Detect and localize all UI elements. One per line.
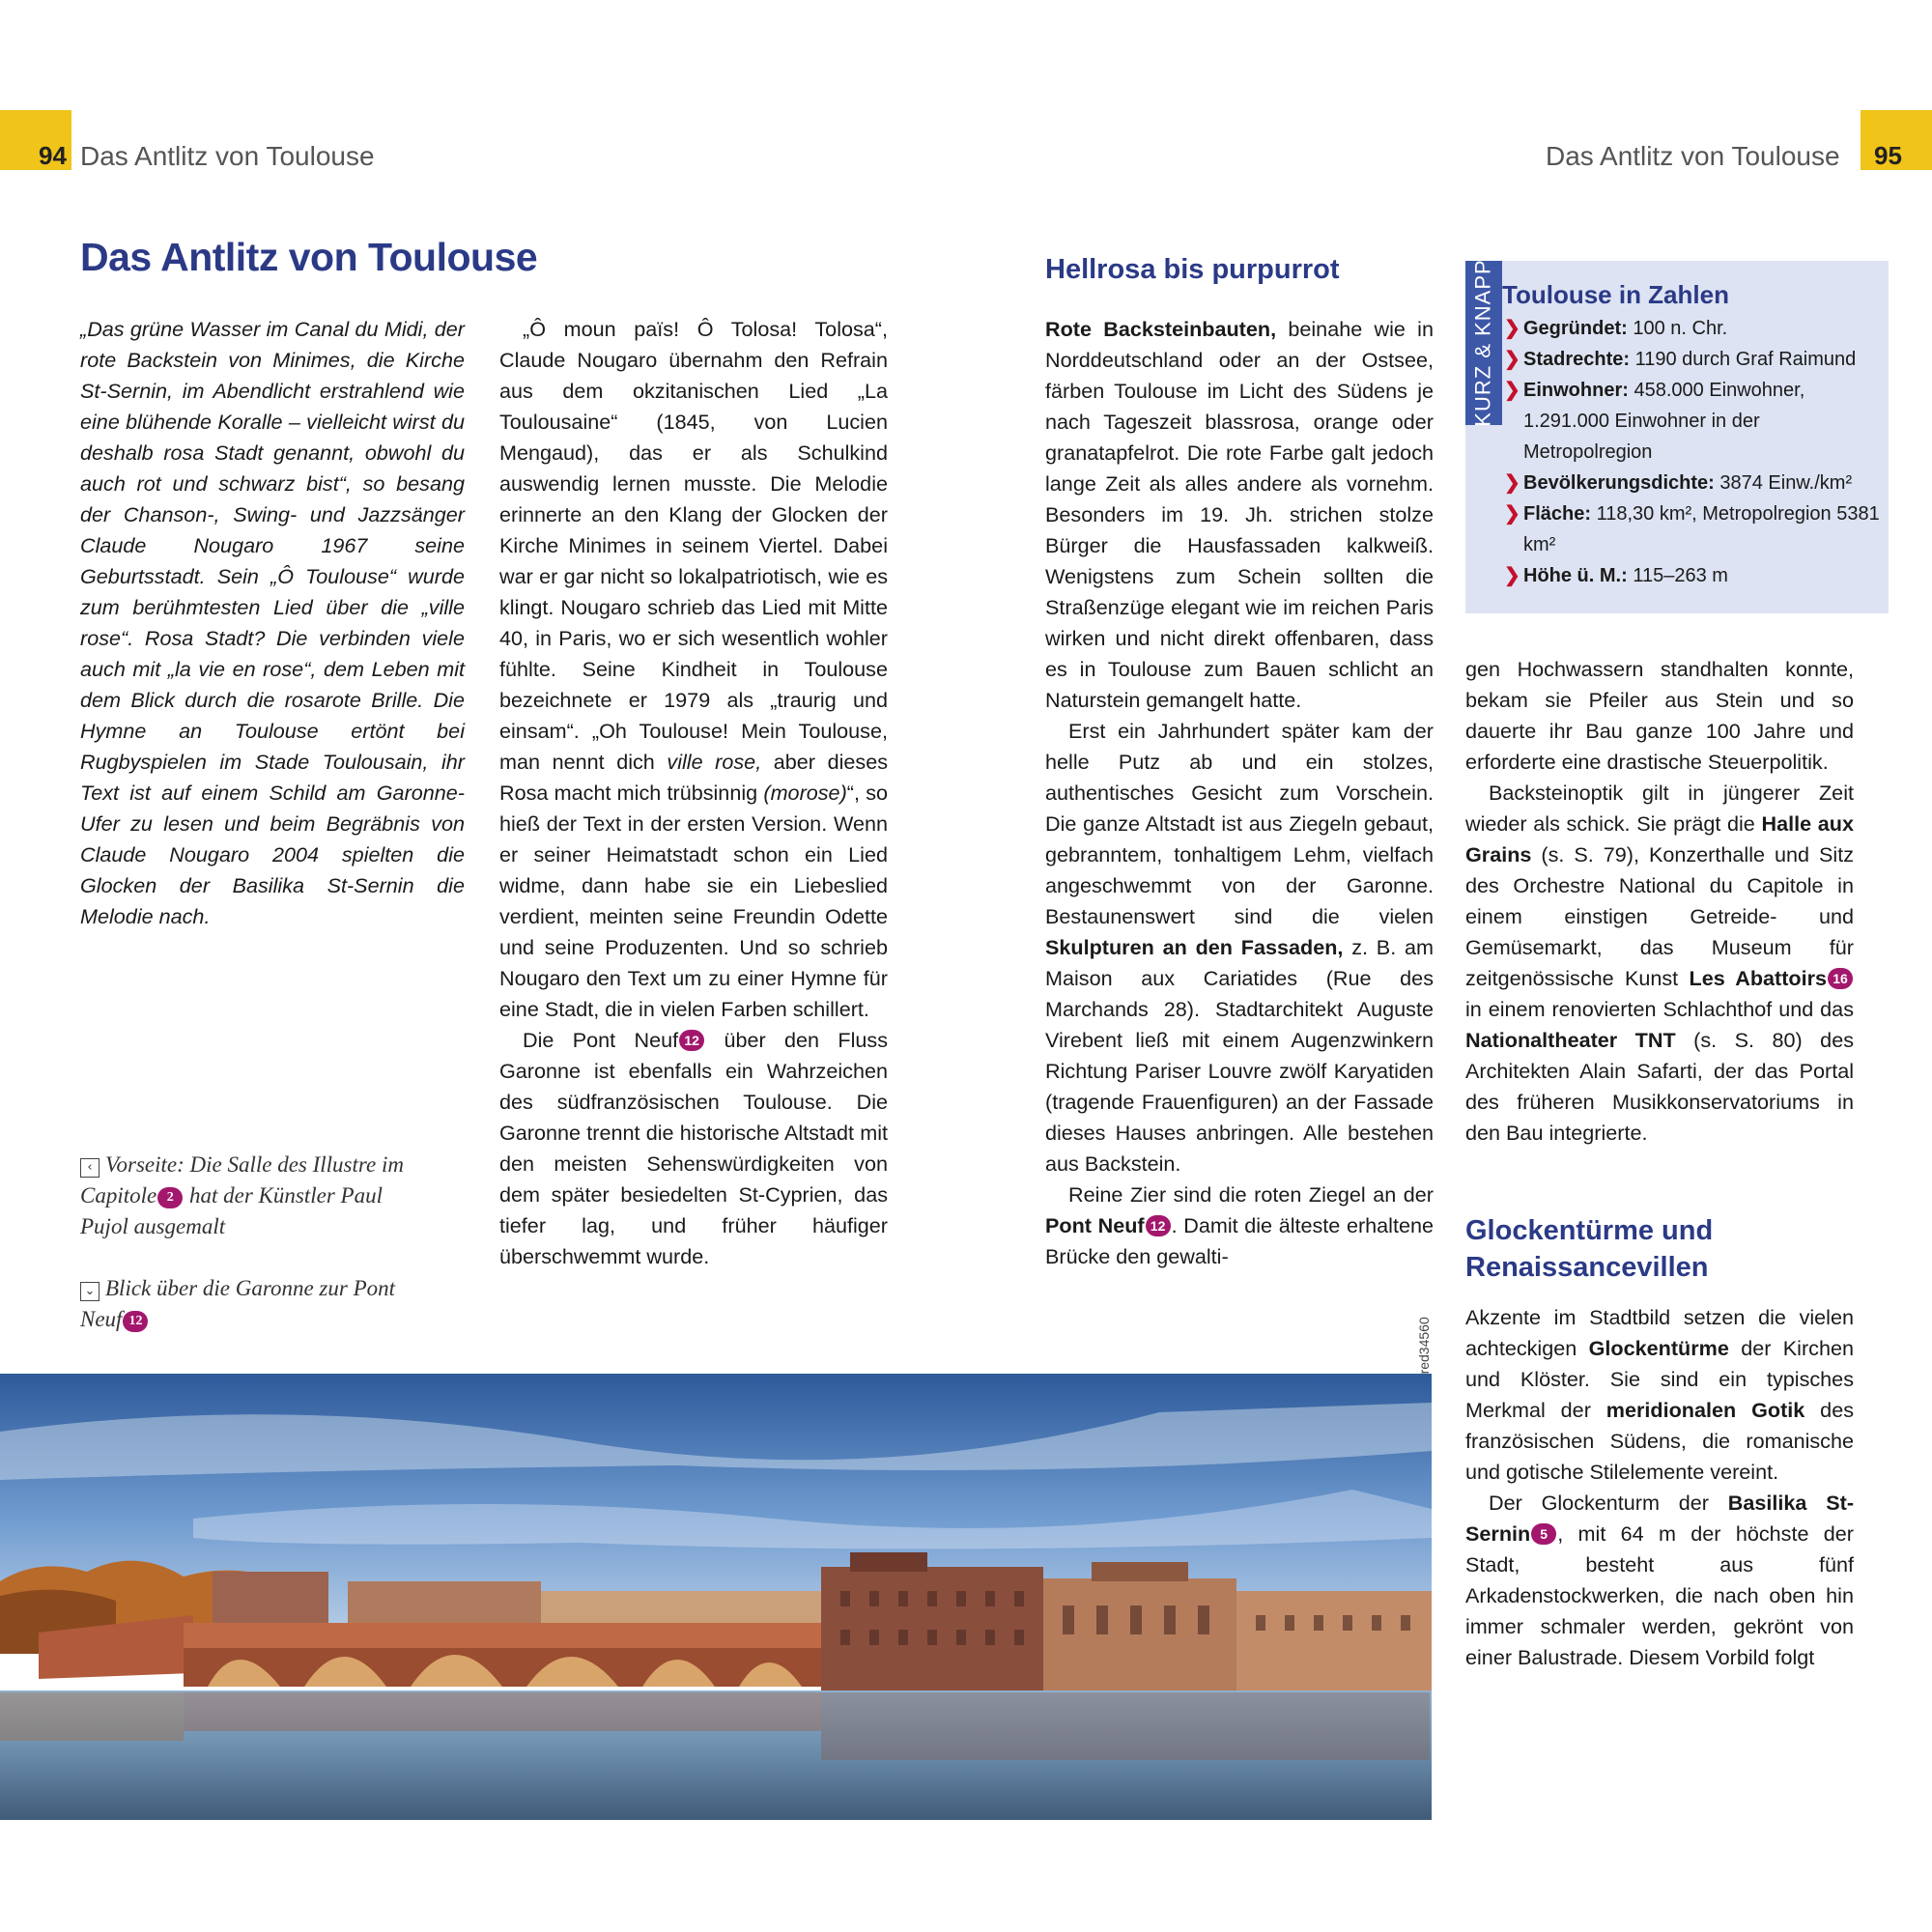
poi-badge: 12 — [679, 1030, 704, 1051]
hotel-dieu-roof — [850, 1552, 927, 1572]
text: Reine Zier sind die roten Ziegel an der — [1068, 1182, 1434, 1207]
bridge-reflection — [184, 1692, 821, 1731]
text: , mit 64 m der höchste der Stadt, besteht aus fünf Arkadenstockwerken, die nach oben hin immer schmaler werden, gekrönt von einer Balustrade. Diesem Vorbild folgt — [1465, 1521, 1854, 1669]
text-italic: ville rose, — [667, 750, 762, 774]
poi-badge: 5 — [1531, 1523, 1556, 1545]
fact-label: Fläche: — [1523, 503, 1592, 525]
fact-value: 100 n. Chr. — [1627, 318, 1728, 339]
right-running-title: Das Antlitz von Toulouse — [1546, 141, 1840, 171]
text: Die Pont Neuf — [523, 1028, 679, 1052]
col4-paragraph-4 — [1465, 1488, 1854, 1673]
column-4-top — [1465, 654, 1854, 1149]
right-page-number: 95 — [1874, 141, 1902, 170]
heading-glockentuerme: Glockentürme und Renaissancevillen — [1465, 1215, 1714, 1283]
left-page-number: 94 — [39, 141, 67, 170]
fact-label: Bevölkerungsdichte: — [1523, 472, 1715, 494]
col4-paragraph-2 — [1465, 778, 1854, 1149]
fact-box — [1465, 261, 1889, 613]
fact-box-tab-label: KURZ & KNAPP — [1471, 259, 1495, 427]
text-bold: Nationaltheater TNT — [1465, 1028, 1676, 1052]
text: in einem renovierten Schlachthof und das — [1465, 997, 1854, 1021]
text: “, so hieß der Text in der ersten Version. Wenn er seiner Heimatstadt schon ein Lied widme, dann habe sie ein Liebeslied verdient, meinten seine Freundin Odette und seine Produzenten. Und so schrieb Nougaro den Text um zu einer Hymne für eine Stadt, die in vielen Farben schillert. — [499, 781, 888, 1021]
text-bold: Skulpturen an den Fassaden, — [1045, 935, 1344, 959]
text: Backsteinoptik gilt in jüngerer Zeit wieder als schick. Sie prägt die — [1465, 781, 1854, 836]
poi-badge: 16 — [1828, 968, 1853, 989]
text: Erst ein Jahrhundert später kam der helle Putz ab und ein stolzes, authentisches Gesicht zum Vorschein. Die ganze Altstadt ist aus Ziegeln gebaut, gebranntem, tonhaltigem Lehm, vielfach angeschwemmt von der Garonne. Bestaunenswert sind die vielen — [1045, 719, 1434, 928]
trees-reflection — [0, 1692, 184, 1741]
fact-item — [1502, 375, 1884, 468]
chevron-right-icon: ❯ — [1504, 380, 1520, 401]
photo-pont-neuf-garonne — [0, 1374, 1432, 1820]
hospital-building — [1043, 1578, 1236, 1694]
fact-item — [1502, 468, 1884, 498]
fact-value: 115–263 m — [1627, 565, 1728, 586]
riverside-buildings — [1236, 1591, 1432, 1692]
poi-badge: 12 — [1146, 1215, 1171, 1236]
text: (s. S. 80) des Architekten Alain Safarti, der das Portal des früheren Musikkonservatoriums in den Bau integrierte. — [1465, 1028, 1854, 1145]
text: . Damit die älteste erhaltene Brücke den gewalti- — [1045, 1213, 1434, 1268]
text: „Ô moun païs! Ô Tolosa! Tolosa“, Claude Nougaro übernahm den Refrain aus dem okzitanischen Lied „La Toulousaine“ (1845, von Lucien Mengaud), das er als Schulkind auswendig lernen musste. Die Melodie erinnerte an den Klang der Glocken der Kirche Minimes in seinem Viertel. Dabei war er gar nicht so lokalpatriotisch, wie es klingt. Nougaro schrieb das Lied mit Mitte 40, in Paris, wo er sich wesentlich wohler fühlte. Seine Kindheit in Toulouse bezeichnete er 1979 als „traurig und einsam“. „Oh Toulouse! Mein Toulouse, man nennt dich — [499, 317, 888, 774]
poi-badge: 2 — [157, 1187, 183, 1208]
text-bold: Les Abattoirs — [1689, 966, 1827, 990]
col3-paragraph-2 — [1045, 716, 1434, 1179]
fact-label: Einwohner: — [1523, 380, 1629, 401]
intro-quote: „Das grüne Wasser im Canal du Midi, der rote Backstein von Minimes, die Kirche St-Sernin, im Abendlicht erstrahlend wie eine blühende Koralle – vielleicht wirst du deshalb rosa Stadt genannt, obwohl du auch rot und schwarz bist“, so besang der Chanson-, Swing- und Jazzsänger Claude Nougaro 1967 seine Geburtsstadt. Sein „Ô Toulouse“ wurde zum berühmtesten Lied über die „ville rose“. Rosa Stadt? Die verbinden viele auch mit „la vie en rose“, dem Leben mit dem Blick durch die rosarote Brille. Die Hymne an Toulouse ertönt bei Rugbyspielen im Stade Toulousain, ihr Text ist auf einem Schild am Garonne-Ufer zu lesen und beim Begräbnis von Claude Nougaro 2004 spielten die Glocken der Basilika St-Sernin die Melodie nach. — [80, 317, 465, 928]
fact-box-tab — [1465, 261, 1502, 425]
text: der Kirchen und Klöster. Sie sind ein typisches Merkmal der — [1465, 1336, 1854, 1422]
text-bold: Basilika St-Sernin — [1465, 1491, 1855, 1546]
chevron-right-icon: ❯ — [1504, 565, 1520, 586]
pont-neuf-illustration — [0, 1374, 1432, 1820]
text-bold: Glockentürme — [1588, 1336, 1729, 1360]
text: z. B. am Maison aux Cariatides (Rue des Marchands 28). Stadtarchitekt Auguste Virebent ließ mit einem Augenzwinkern Richtung Pariser Louvre zwölf Karyatiden (tragende Frauenfiguren) an der Fassade dieses Hauses anbringen. Alle bestehen aus Backstein. — [1045, 935, 1434, 1176]
fact-item — [1502, 498, 1884, 560]
fact-item — [1502, 313, 1884, 344]
chevron-right-icon: ❯ — [1504, 472, 1520, 494]
text: aber dieses Rosa macht mich trübsinnig — [499, 750, 889, 805]
text-bold: Rote Backsteinbauten, — [1045, 317, 1277, 341]
col3-paragraph-3 — [1045, 1179, 1434, 1272]
fact-box-title: Toulouse in Zahlen — [1502, 280, 1729, 309]
caption-previous-page — [80, 1150, 428, 1242]
caption-photo-below — [80, 1273, 428, 1335]
left-running-title: Das Antlitz von Toulouse — [80, 141, 375, 171]
fact-value: 118,30 km², Metropolregion 5381 km² — [1523, 503, 1880, 555]
fact-value: 3874 Einw./km² — [1714, 472, 1853, 494]
chevron-right-icon: ❯ — [1504, 318, 1520, 339]
fact-value: 458.000 Einwohner, 1.291.000 Einwohner in der Metropolregion — [1523, 380, 1805, 463]
poi-badge: 12 — [123, 1311, 148, 1332]
col3-paragraph-1 — [1045, 314, 1434, 716]
col4-paragraph-3 — [1465, 1302, 1854, 1488]
buildings-reflection — [821, 1692, 1430, 1760]
col4-paragraph-1: gen Hochwassern standhalten konnte, bekam sie Pfeiler aus Stein und so dauerte ihr Bau ganze 100 Jahre und erforderte eine drastische Steuerpolitik. — [1465, 657, 1854, 774]
fact-label: Höhe ü. M.: — [1523, 565, 1628, 586]
distant-buildings — [348, 1581, 541, 1625]
fact-item — [1502, 344, 1884, 375]
text: Der Glockenturm der — [1489, 1491, 1728, 1515]
text: (s. S. 79), Konzerthalle und Sitz des Orchestre National du Capitole in einem einstigen Getreide- und Gemüsemarkt, das Museum für zeitgenössische Kunst — [1465, 842, 1854, 990]
fact-label: Stadrechte: — [1523, 349, 1631, 370]
distant-buildings — [213, 1572, 328, 1630]
column-4-bottom — [1465, 1302, 1854, 1673]
caption1-text-b: hat der Künstler Paul Pujol ausgemalt — [80, 1183, 383, 1238]
article-title: Das Antlitz von Toulouse — [80, 235, 538, 279]
text-bold: Halle aux Grains — [1465, 811, 1854, 867]
fact-item — [1502, 560, 1884, 591]
col2-paragraph-2 — [499, 1025, 888, 1272]
arrow-down-icon: ⌄ — [80, 1282, 99, 1301]
fact-list — [1502, 313, 1884, 591]
text: des französischen Südens, die romanische und gotische Stilelemente vereint. — [1465, 1398, 1854, 1484]
text: über den Fluss Garonne ist ebenfalls ein Wahrzeichen des südfranzösischen Toulouse. Die Garonne trennt die historische Altstadt mit den meisten Sehenswürdigkeiten von dem später besiedelten St-Cyprien, das tiefer lag, und früher häufiger überschwemmt wurde. — [499, 1028, 888, 1268]
arrow-left-icon: ‹ — [80, 1158, 99, 1178]
column-3 — [1045, 314, 1434, 1272]
chevron-right-icon: ❯ — [1504, 349, 1520, 370]
fact-value: 1190 durch Graf Raimund — [1630, 349, 1857, 370]
pont-neuf-deck — [184, 1623, 821, 1650]
text-bold: Pont Neuf — [1045, 1213, 1145, 1237]
chevron-right-icon: ❯ — [1504, 503, 1520, 525]
text: beinahe wie in Norddeutschland oder an der Ostsee, färben Toulouse im Licht des Südens je nach Tageszeit blassrosa, orange oder granatapfelrot. Die rote Farbe galt jedoch lange Zeit als alles andere als vornehm. Besonders im 19. Jh. strichen stolze Bürger die Hausfassaden kalkweiß. Wenigstens zum Schein sollten die Straßenzüge elegant wie im reichen Paris wirken und nicht direkt offenbaren, dass es in Toulouse zum Bauen schlicht an Naturstein gemangelt hatte. — [1045, 317, 1434, 712]
hospital-roof — [1092, 1562, 1188, 1581]
col2-paragraph-1 — [499, 314, 888, 1025]
text-bold: meridionalen Gotik — [1605, 1398, 1805, 1422]
caption1-text-a: Vorseite: Die Salle des Illustre im Capitole — [80, 1152, 404, 1208]
pont-neuf-piers — [184, 1648, 821, 1687]
fact-label: Gegründet: — [1523, 318, 1628, 339]
text: Akzente im Stadtbild setzen die vielen achteckigen — [1465, 1305, 1854, 1360]
intro-quote-column — [80, 314, 465, 932]
column-2 — [499, 314, 888, 1272]
caption2-text: Blick über die Garonne zur Pont Neuf — [80, 1276, 396, 1331]
text-italic: (morose) — [763, 781, 847, 805]
heading-hellrosa: Hellrosa bis purpurrot — [1045, 254, 1340, 285]
